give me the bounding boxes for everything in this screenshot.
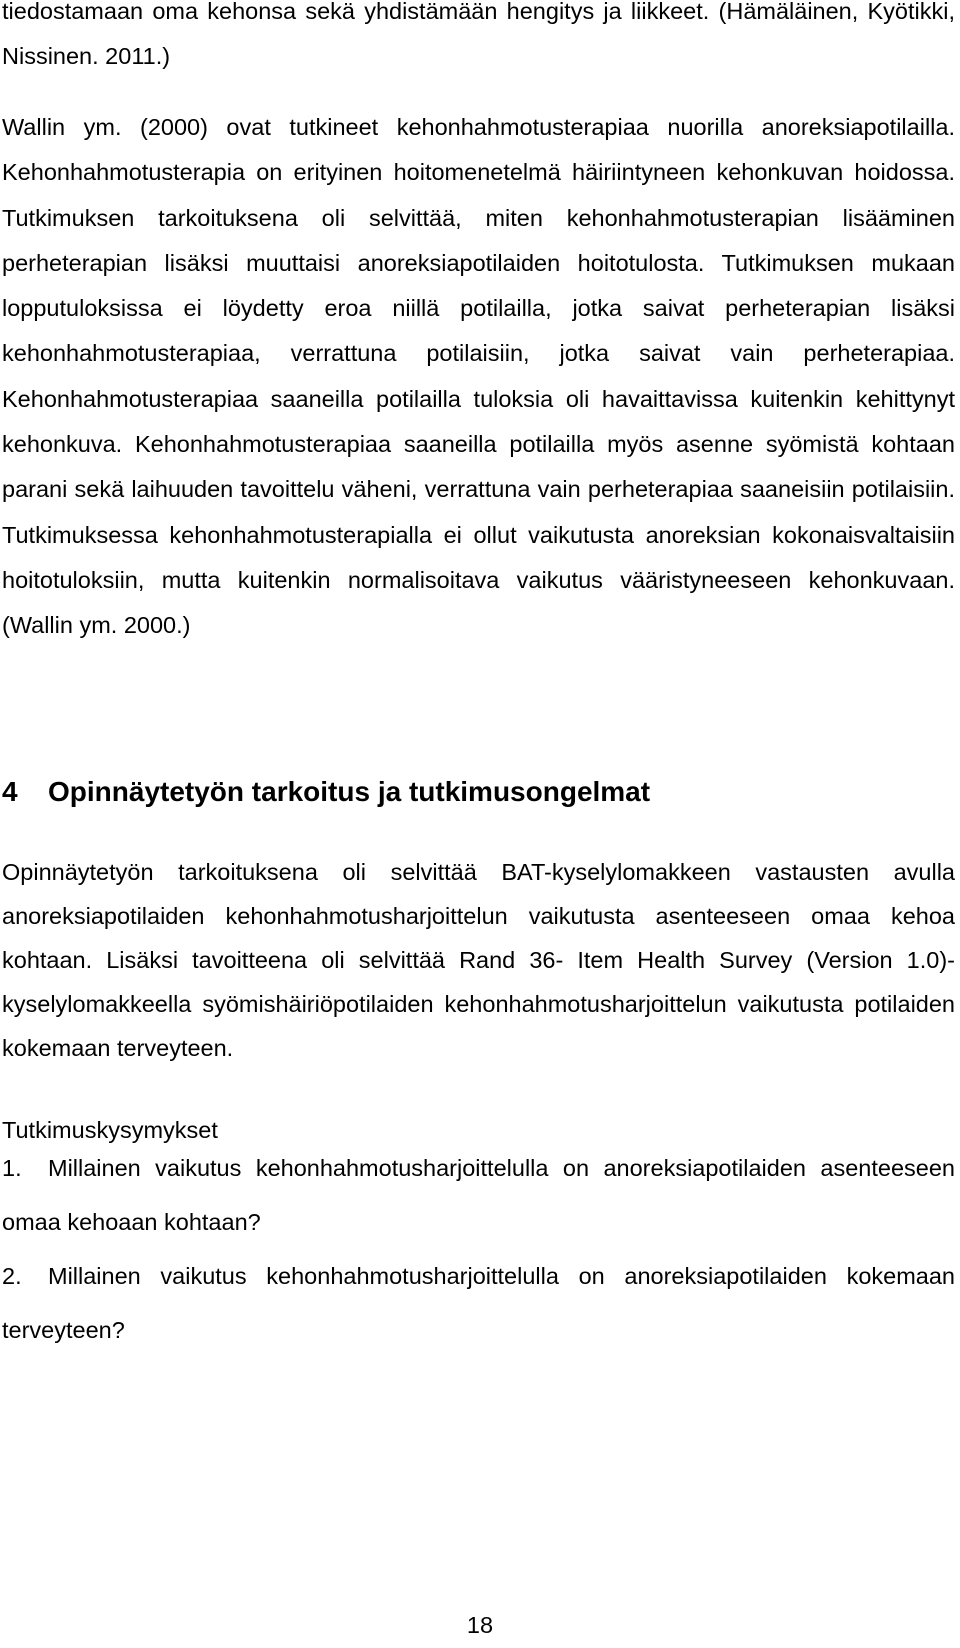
intro-paragraph: tiedostamaan oma kehonsa sekä yhdistämään hengitys ja liikkeet. (Hämäläinen, Kyötikki, Nissinen. 2011.) xyxy=(2,0,955,70)
research-question-1 xyxy=(2,1141,955,1249)
question-text: Millainen vaikutus kehonhahmotusharjoittelulla on anoreksiapotilaiden asenteeseen omaa kehoaan kohtaan? xyxy=(2,1155,955,1235)
section-number: 4 xyxy=(2,776,18,807)
section-title: Opinnäytetyön tarkoitus ja tutkimusongelmat xyxy=(48,776,651,807)
question-text: Millainen vaikutus kehonhahmotusharjoittelulla on anoreksiapotilaiden kokemaan terveyteen? xyxy=(2,1263,955,1343)
research-questions-heading: Tutkimuskysymykset xyxy=(2,1117,218,1143)
wallin-paragraph: Wallin ym. (2000) ovat tutkineet kehonhahmotusterapiaa nuorilla anoreksiapotilailla. Kehonhahmotusterapia on erityinen hoitomenetelmä häiriintyneen kehonkuvan hoidossa. Tutkimuksen tarkoituksena oli selvittää, miten kehonhahmotusterapian lisääminen perheterapian lisäksi muuttaisi anoreksiapotilaiden hoitotulosta. Tutkimuksen mukaan lopputuloksissa ei löydetty eroa niillä potilailla, jotka saivat perheterapian lisäksi kehonhahmotusterapiaa, verrattuna potilaisiin, jotka saivat vain perheterapiaa. Kehonhahmotusterapiaa saaneilla potilailla tuloksia oli havaittavissa kuitenkin kehittynyt kehonkuva. Kehonhahmotusterapiaa saaneilla potilailla myös asenne syömistä kohtaan parani sekä laihuuden tavoittelu väheni, verrattuna vain perheterapiaa saaneisiin potilaisiin. Tutkimuksessa kehonhahmotusterapialla ei ollut vaikutusta anoreksian kokonaisvaltaisiin hoitotuloksiin, mutta kuitenkin normalisoitava vaikutus vääristyneeseen kehonkuvaan. (Wallin ym. 2000.) xyxy=(2,114,955,639)
page-number: 18 xyxy=(466,1612,494,1638)
section-heading xyxy=(2,772,650,812)
question-number: 1. xyxy=(2,1155,22,1181)
purpose-paragraph: Opinnäytetyön tarkoituksena oli selvittää BAT-kyselylomakkeen vastausten avulla anoreksiapotilaiden kehonhahmotusharjoittelun vaikutusta asenteeseen omaa kehoa kohtaan. Lisäksi tavoitteena oli selvittää Rand 36- Item Health Survey (Version 1.0)- kyselylomakkeella syömishäiriöpotilaiden kehonhahmotusharjoittelun vaikutusta potilaiden kokemaan terveyteen. xyxy=(2,859,955,1061)
research-question-2 xyxy=(2,1249,955,1357)
question-number: 2. xyxy=(2,1263,22,1289)
